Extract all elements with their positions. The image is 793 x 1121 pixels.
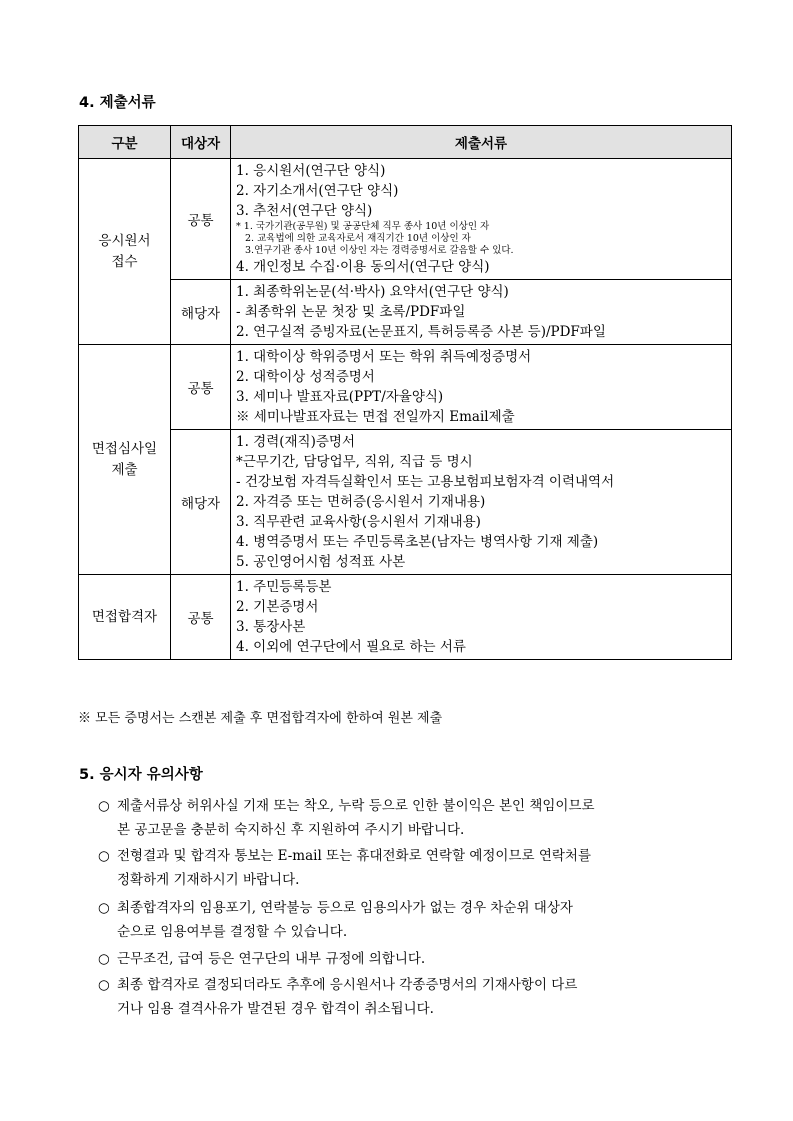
- table-header-row: [79, 126, 732, 159]
- circle-bullet-icon: ○: [98, 798, 110, 814]
- document-item: 4. 이외에 연구단에서 필요로 하는 서류: [236, 639, 466, 655]
- document-item: *근무기간, 담당업무, 직위, 직급 등 명시: [236, 454, 473, 470]
- document-item: 2. 자기소개서(연구단 양식): [236, 183, 399, 199]
- category-cell: [79, 159, 171, 345]
- notice-text: 전형결과 및 합격자 통보는 E-mail 또는 휴대전화로 연락할 예정이므로 연락처를: [117, 848, 592, 864]
- table-row: [79, 575, 732, 660]
- section-5-title: 5. 응시자 유의사항: [79, 767, 203, 783]
- document-item: 2. 교육법에 의한 교육자로서 재직기간 10년 이상인 자: [245, 233, 471, 244]
- submission-documents-table: [78, 125, 732, 660]
- notice-item: [98, 896, 738, 944]
- document-item: 4. 병역증명서 또는 주민등록초본(남자는 병역사항 기재 제출): [236, 534, 599, 550]
- notice-line: [98, 794, 738, 818]
- notice-text: 정확하게 기재하시기 바랍니다.: [117, 872, 300, 888]
- circle-bullet-icon: ○: [98, 848, 110, 864]
- category-label: 면접합격자: [91, 608, 158, 625]
- header-documents: 제출서류: [231, 126, 732, 159]
- target-cell: 해당자: [171, 280, 231, 345]
- document-item: 3.연구기관 종사 10년 이상인 자는 경력증명서로 갈음할 수 있다.: [245, 245, 514, 256]
- document-item: 1. 대학이상 학위증명서 또는 학위 취득예정증명서: [236, 349, 532, 365]
- document-item: 3. 직무관련 교육사항(응시원서 기재내용): [236, 514, 481, 530]
- category-label: 제출: [111, 461, 138, 478]
- documents-cell: [231, 159, 732, 280]
- document-item: 1. 경력(재직)증명서: [236, 434, 355, 450]
- document-item: 1. 응시원서(연구단 양식): [236, 163, 386, 179]
- document-item: 4. 개인정보 수집·이용 동의서(연구단 양식): [236, 259, 490, 275]
- notice-item: [98, 844, 738, 892]
- notice-line: [98, 896, 738, 920]
- section-4-title: 4. 제출서류: [79, 95, 156, 111]
- document-item: 2. 기본증명서: [236, 599, 319, 615]
- target-cell: 해당자: [171, 430, 231, 575]
- notice-text: 제출서류상 허위사실 기재 또는 착오, 누락 등으로 인한 불이익은 본인 책임이므로: [117, 798, 595, 814]
- notice-line: [98, 920, 738, 944]
- document-item: 3. 추천서(연구단 양식): [236, 203, 373, 219]
- target-cell: 공통: [171, 159, 231, 280]
- category-label: 응시원서: [98, 232, 151, 249]
- header-category: 구분: [79, 126, 171, 159]
- document-item: 1. 주민등록등본: [236, 579, 332, 595]
- document-item: 3. 세미나 발표자료(PPT/자율양식): [236, 389, 444, 405]
- documents-cell: [231, 345, 732, 430]
- circle-bullet-icon: ○: [98, 951, 110, 967]
- table-row: [79, 430, 732, 575]
- document-item: 1. 최종학위논문(석·박사) 요약서(연구단 양식): [236, 284, 509, 300]
- table-row: [79, 159, 732, 280]
- category-label: 면접심사일: [91, 440, 158, 457]
- category-cell: [79, 575, 171, 660]
- category-cell: [79, 345, 171, 575]
- documents-cell: [231, 430, 732, 575]
- documents-cell: [231, 575, 732, 660]
- notice-text: 최종 합격자로 결정되더라도 추후에 응시원서나 각종증명서의 기재사항이 다르: [117, 977, 578, 993]
- notice-text: 거나 임용 결격사유가 발견된 경우 합격이 취소됩니다.: [117, 1001, 434, 1017]
- document-item: 2. 연구실적 증빙자료(논문표지, 특허등록증 사본 등)/PDF파일: [236, 324, 606, 340]
- notice-item: [98, 794, 738, 842]
- target-cell: 공통: [171, 345, 231, 430]
- notice-line: [98, 997, 738, 1021]
- category-label: 접수: [111, 253, 138, 270]
- circle-bullet-icon: ○: [98, 900, 110, 916]
- table-row: [79, 280, 732, 345]
- notice-text: 본 공고문을 충분히 숙지하신 후 지원하여 주시기 바랍니다.: [117, 822, 465, 838]
- document-item: - 최종학위 논문 첫장 및 초록/PDF파일: [236, 304, 466, 320]
- document-item: ※ 세미나발표자료는 면접 전일까지 Email제출: [236, 409, 515, 425]
- table-footnote: ※ 모든 증명서는 스캔본 제출 후 면접합격자에 한하여 원본 제출: [78, 711, 443, 726]
- header-target: 대상자: [171, 126, 231, 159]
- notice-item: [98, 947, 738, 971]
- notice-line: [98, 868, 738, 892]
- document-item: 5. 공인영어시험 성적표 사본: [236, 554, 406, 570]
- notice-text: 최종합격자의 임용포기, 연락불능 등으로 임용의사가 없는 경우 차순위 대상자: [117, 900, 573, 916]
- notice-line: [98, 973, 738, 997]
- notice-line: [98, 947, 738, 971]
- document-item: - 건강보험 자격득실확인서 또는 고용보험피보험자격 이력내역서: [236, 474, 615, 490]
- document-item: 3. 통장사본: [236, 619, 306, 635]
- target-cell: 공통: [171, 575, 231, 660]
- document-item: 2. 자격증 또는 면허증(응시원서 기재내용): [236, 494, 486, 510]
- document-item: * 1. 국가기관(공무원) 및 공공단체 직무 종사 10년 이상인 자: [236, 221, 490, 232]
- notice-item: [98, 973, 738, 1021]
- table-row: [79, 345, 732, 430]
- notice-text: 근무조건, 급여 등은 연구단의 내부 규정에 의합니다.: [117, 951, 426, 967]
- documents-cell: [231, 280, 732, 345]
- notice-line: [98, 844, 738, 868]
- document-item: 2. 대학이상 성적증명서: [236, 369, 375, 385]
- notice-line: [98, 818, 738, 842]
- circle-bullet-icon: ○: [98, 977, 110, 993]
- notice-text: 순으로 임용여부를 결정할 수 있습니다.: [117, 924, 348, 940]
